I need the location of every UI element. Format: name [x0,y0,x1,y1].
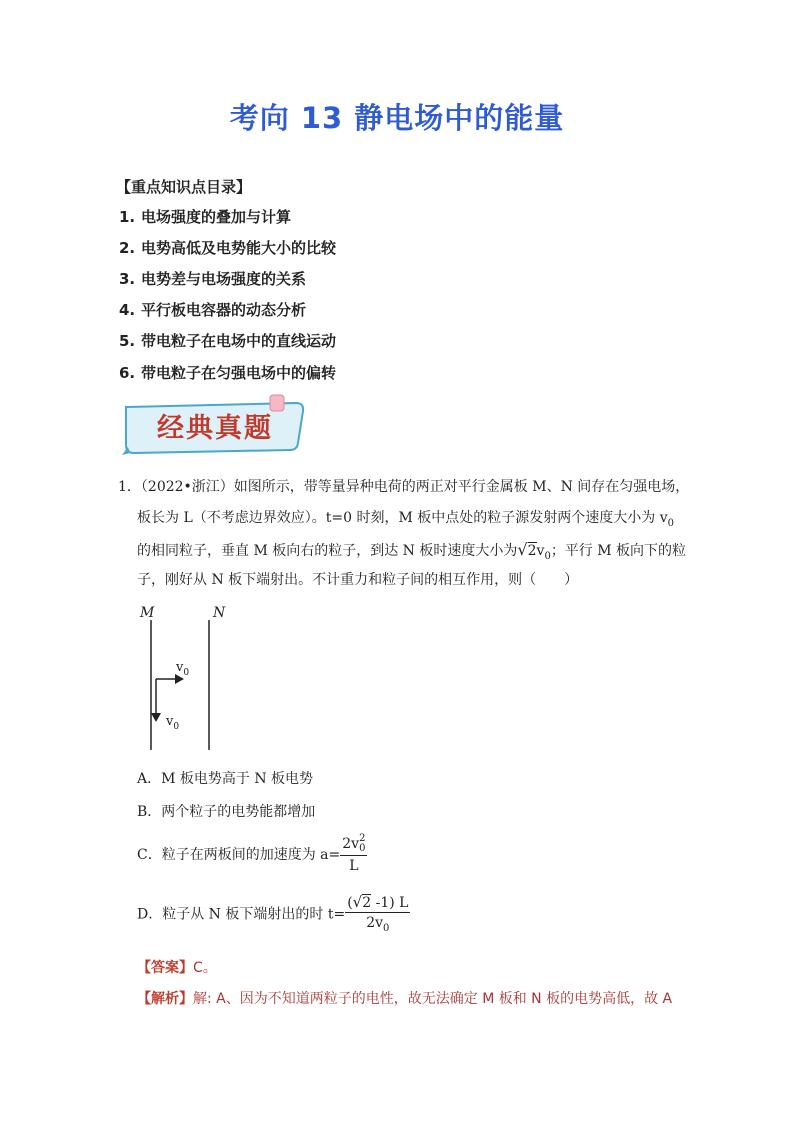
toc-item-label: 电势差与电场强度的关系 [141,270,307,288]
toc-item-number: 5. [119,332,136,350]
option-a: A．M 板电势高于 N 板电势 [137,771,314,787]
subscript: 0 [359,843,366,854]
subscript: 0 [667,517,674,529]
sup-sub [359,834,365,854]
velocity-down-label: $v_0$ [166,714,180,732]
toc-item-number: 4. [119,301,136,319]
option-b: B．两个粒子的电势能都增加 [137,804,316,820]
page-title: 考向 13 静电场中的能量 [229,101,565,135]
analysis-text: 解: A、因为不知道两粒子的电性，故无法确定 M 板和 N 板的电势高低，故 A [193,991,673,1007]
banner-label: 经典真题 [157,413,273,444]
numerator-text: 2v [342,836,360,852]
toc-item-label: 电势高低及电势能大小的比较 [141,239,337,257]
question-text: 板长为 L（不考虑边界效应）。t=0 时刻，M 板中点处的粒子源发射两个速度大小为 v [137,510,668,526]
plates-figure [130,600,250,760]
denominator-text: 2v [366,915,384,931]
answer-label: 【答案】 [137,960,193,976]
fraction-numerator [345,893,410,913]
toc-item [119,268,306,289]
fraction [345,893,410,934]
section-banner [120,393,310,457]
option-d-text: D．粒子从 N 板下端射出的时 t= [137,906,346,923]
toc-item-number: 1. [119,208,136,226]
toc-item-number: 6. [119,364,136,382]
toc-item [119,362,336,383]
sqrt-icon: √ [517,540,528,559]
sqrt-radicand: 2 [527,543,537,559]
fraction-denominator: L [349,858,359,874]
arrowhead-down-icon [151,713,161,722]
fraction-denominator [345,913,410,934]
numerator-rest: -1) L [371,895,409,911]
option-d [137,893,410,934]
toc-item [119,299,306,320]
sqrt-icon: √ [352,893,363,911]
toc-item-label: 带电粒子在匀强电场中的偏转 [141,364,337,382]
subscript: 0 [544,550,551,562]
plate-n-label: N [213,605,226,621]
question-text: （2022•浙江）如图所示，带等量异种电荷的两正对平行金属板 M、N 间存在匀强电场， [140,479,690,495]
analysis-label: 【解析】 [137,991,193,1007]
option-c [137,834,367,874]
velocity-right-label: $v_0$ [176,660,190,678]
toc-item [119,330,336,351]
question-number: 1． [118,479,141,495]
plate-m-label: M [140,605,155,621]
fraction-numerator [340,834,367,856]
sqrt-radicand: 2 [362,895,372,911]
question-line: 子，刚好从 N 板下端射出。不计重力和粒子间的相互作用，则（ ） [137,572,579,588]
question-text: ；平行 M 板向下的粒 [550,543,687,559]
analysis-line [137,988,672,1008]
velocity-symbol: v [536,543,545,559]
answer-line [137,957,217,977]
subscript: 0 [383,922,390,934]
toc-item [119,237,336,258]
paren: ( [347,895,353,911]
toc-item-label: 平行板电容器的动态分析 [141,301,307,319]
toc-heading: 【重点知识点目录】 [116,178,252,196]
toc-item [119,206,291,227]
option-c-text: C．粒子在两板间的加速度为 a= [137,847,341,863]
fraction [340,834,367,874]
toc-item-label: 电场强度的叠加与计算 [141,208,292,226]
answer-text: C。 [193,960,217,976]
question-text: 的相同粒子，垂直 M 板向右的粒子，到达 N 板时速度大小为 [137,543,518,559]
toc-item-number: 3. [119,270,136,288]
superscript: 2 [359,833,366,844]
clip-icon [270,395,284,411]
question-line [118,472,689,503]
toc-item-label: 带电粒子在电场中的直线运动 [141,332,337,350]
toc-item-number: 2. [119,239,136,257]
